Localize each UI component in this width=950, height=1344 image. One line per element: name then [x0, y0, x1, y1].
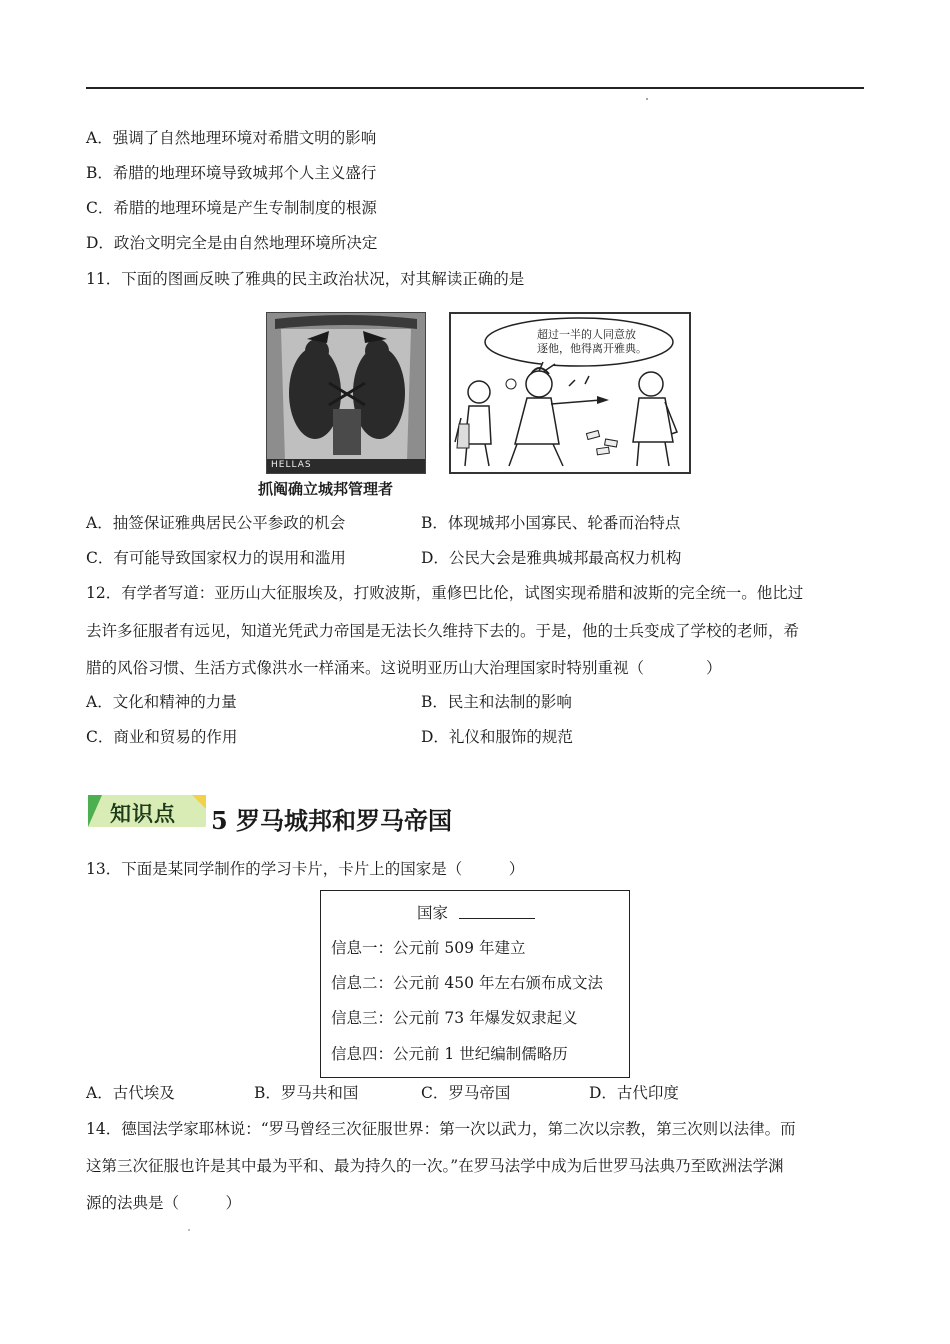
- q11-stem: 11．下面的图画反映了雅典的民主政治状况，对其解读正确的是: [86, 270, 525, 288]
- card-row-3: 信息三：公元前 73 年爆发奴隶起义: [331, 1009, 578, 1027]
- knowledge-point-badge: [88, 795, 208, 829]
- q11-option-c: C．有可能导致国家权力的误用和滥用: [86, 549, 346, 567]
- q13-option-c: C．罗马帝国: [421, 1084, 511, 1102]
- q11-option-a: A．抽签保证雅典居民公平参政的机会: [86, 514, 346, 532]
- q10-option-d: D．政治文明完全是由自然地理环境所决定: [86, 234, 378, 252]
- vase-painting-image: [266, 312, 426, 474]
- cartoon-bubble-line2: 逐他，他得离开雅典。: [537, 342, 647, 355]
- header-dot: [646, 98, 648, 100]
- q10-option-b: B．希腊的地理环境导致城邦个人主义盛行: [86, 164, 377, 182]
- card-blank-line: [459, 918, 535, 919]
- q11-option-d: D．公民大会是雅典城邦最高权力机构: [421, 549, 682, 567]
- study-card: [320, 890, 630, 1078]
- card-row-4: 信息四：公元前 1 世纪编制儒略历: [331, 1045, 568, 1063]
- q14-line2: 这第三次征服也许是其中最为平和、最为持久的一次。”在罗马法学中成为后世罗马法典乃至欧洲法学渊: [86, 1157, 784, 1175]
- q13-option-b: B．罗马共和国: [254, 1084, 359, 1102]
- q12-option-d: D．礼仪和服饰的规范: [421, 728, 573, 746]
- vase-caption: 抓阄确立城邦管理者: [258, 480, 394, 498]
- q13-option-d: D．古代印度: [589, 1084, 679, 1102]
- q12-line3: 腊的风俗习惯、生活方式像洪水一样涌来。这说明亚历山大治理国家时特别重视（ ）: [86, 659, 722, 677]
- q13-option-a: A．古代埃及: [86, 1084, 175, 1102]
- ostracism-cartoon-image: [449, 312, 691, 474]
- header-rule: [86, 87, 864, 89]
- q14-line1: 14．德国法学家耶林说：“罗马曾经三次征服世界：第一次以武力，第二次以宗教，第三次则以法律。而: [86, 1120, 796, 1138]
- badge-green-corner: [88, 795, 102, 827]
- card-row-1: 信息一：公元前 509 年建立: [331, 939, 526, 957]
- q12-option-a: A．文化和精神的力量: [86, 693, 237, 711]
- badge-label: 知识点: [110, 802, 176, 826]
- vase-hellas-label: HELLAS: [271, 460, 312, 470]
- cartoon-bubble-line1: 超过一半的人同意放: [537, 328, 636, 341]
- q14-line3: 源的法典是（ ）: [86, 1194, 242, 1212]
- card-title: 国家: [417, 904, 449, 922]
- q12-option-b: B．民主和法制的影响: [421, 693, 572, 711]
- q11-option-b: B．体现城邦小国寡民、轮番而治特点: [421, 514, 681, 532]
- section-title: 5 罗马城邦和罗马帝国: [211, 806, 453, 835]
- q12-option-c: C．商业和贸易的作用: [86, 728, 238, 746]
- q10-option-a: A．强调了自然地理环境对希腊文明的影响: [86, 129, 377, 147]
- q12-line1: 12．有学者写道：亚历山大征服埃及，打败波斯，重修巴比伦，试图实现希腊和波斯的完全统一。他比过: [86, 584, 804, 602]
- q13-stem: 13．下面是某同学制作的学习卡片，卡片上的国家是（ ）: [86, 860, 525, 878]
- footer-dot: [188, 1229, 190, 1231]
- badge-yellow-corner: [192, 795, 206, 809]
- q10-option-c: C．希腊的地理环境是产生专制制度的根源: [86, 199, 377, 217]
- card-row-2: 信息二：公元前 450 年左右颁布成文法: [331, 974, 603, 992]
- q12-line2: 去许多征服者有远见，知道光凭武力帝国是无法长久维持下去的。于是，他的士兵变成了学校的老师，希: [86, 622, 800, 640]
